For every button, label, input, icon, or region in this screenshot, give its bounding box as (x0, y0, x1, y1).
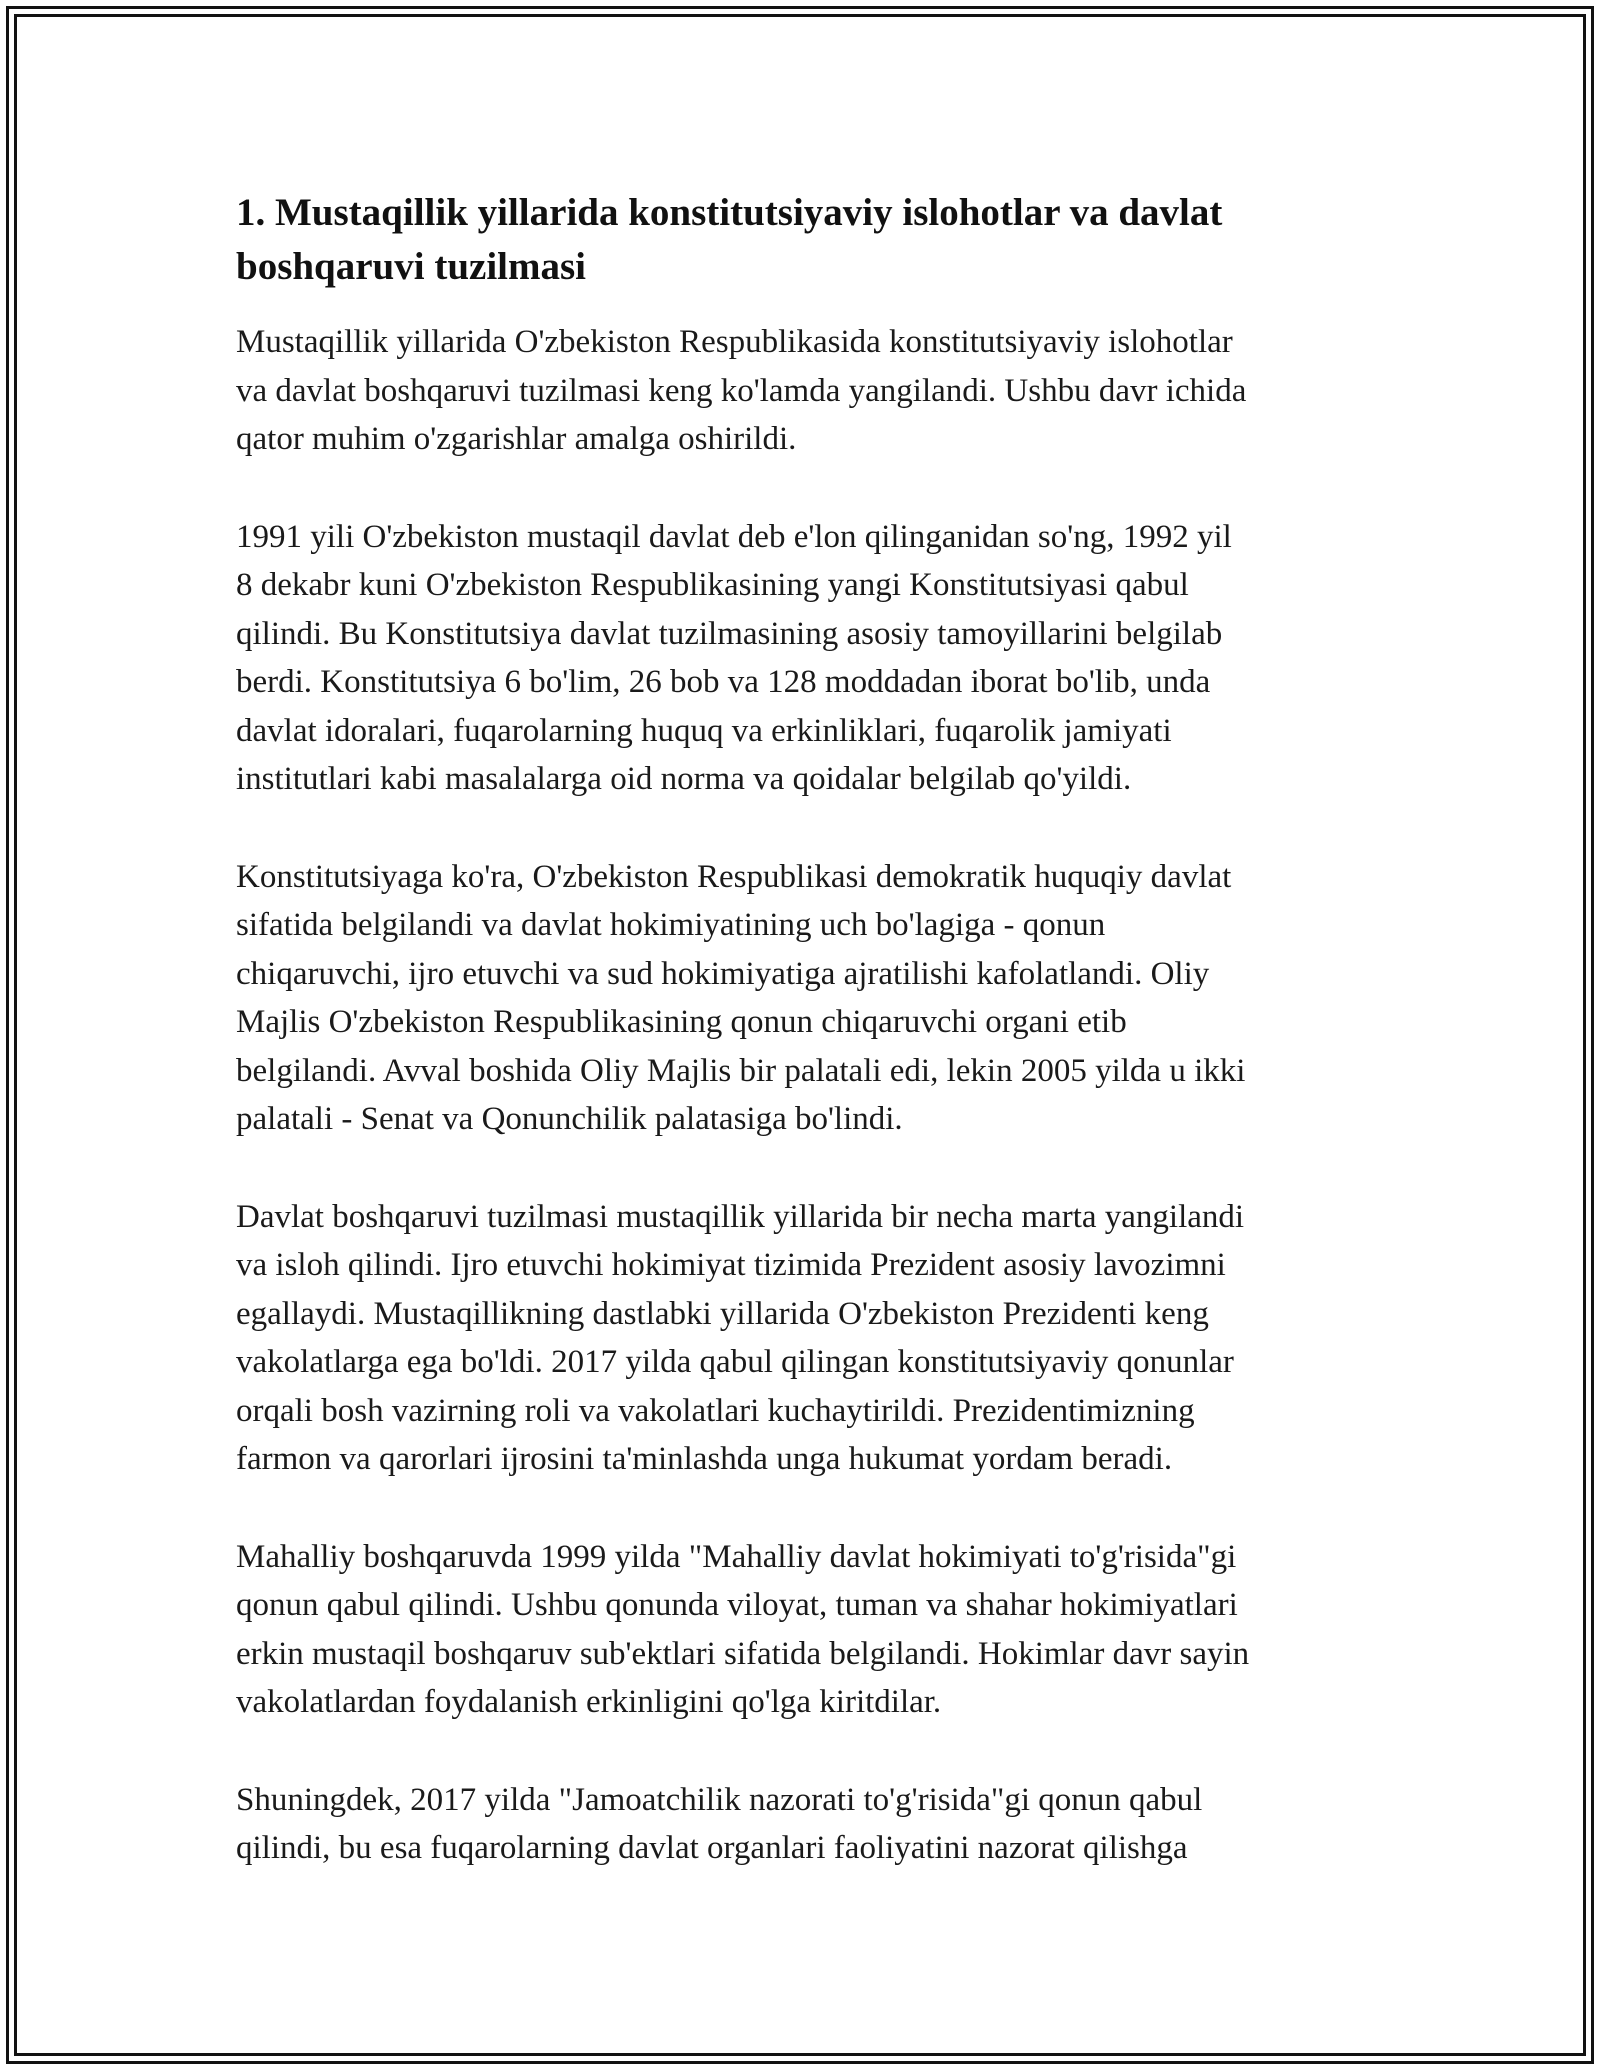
paragraph-local-government (236, 1533, 1376, 1727)
text-line: Mahalliy boshqaruvda 1999 yilda "Mahalliy davlat hokimiyati to'g'risida"gi (236, 1538, 1237, 1575)
text-line: vakolatlarga ega bo'ldi. 2017 yilda qabul qilingan konstitutsiyaviy qonunlar (236, 1344, 1234, 1380)
text-line: qator muhim o'zgarishlar amalga oshirildi. (236, 421, 797, 457)
text-line: berdi. Konstitutsiya 6 bo'lim, 26 bob va 128 moddadan iborat bo'lib, unda (236, 664, 1211, 700)
text-line: va isloh qilindi. Ijro etuvchi hokimiyat tizimida Prezident asosiy lavozimni (236, 1247, 1226, 1283)
text-line: 1991 yili O'zbekiston mustaqil davlat deb e'lon qilinganidan so'ng, 1992 yil (236, 518, 1232, 555)
text-line: orqali bosh vazirning roli va vakolatlari kuchaytirildi. Prezidentimizning (236, 1392, 1195, 1429)
paragraph-separation-of-powers (236, 853, 1376, 1144)
text-line: vakolatlardan foydalanish erkinligini qo'lga kiritdilar. (236, 1684, 942, 1720)
heading-line: 1. Mustaqillik yillarida konstitutsiyaviy islohotlar va davlat (236, 191, 1223, 234)
text-line: 8 dekabr kuni O'zbekiston Respublikasining yangi Konstitutsiyasi qabul (236, 567, 1189, 603)
text-line: davlat idoralari, fuqarolarning huquq va erkinliklari, fuqarolik jamiyati (236, 712, 1172, 749)
text-line: palatali - Senat va Qonunchilik palatasiga bo'lindi. (236, 1101, 903, 1137)
paragraph-constitution-1992 (236, 513, 1376, 804)
text-line: farmon va qarorlari ijrosini ta'minlashda unga hukumat yordam beradi. (236, 1441, 1173, 1477)
text-line: qilindi. Bu Konstitutsiya davlat tuzilmasining asosiy tamoyillarini belgilab (236, 615, 1223, 652)
heading-line: boshqaruvi tuzilmasi (236, 245, 586, 288)
text-line: belgilandi. Avval boshida Oliy Majlis bir palatali edi, lekin 2005 yilda u ikki (236, 1052, 1246, 1089)
text-line: erkin mustaqil boshqaruv sub'ektlari sifatida belgilandi. Hokimlar davr sayin (236, 1635, 1250, 1672)
paragraph-public-oversight (236, 1776, 1376, 1873)
text-line: Shuningdek, 2017 yilda "Jamoatchilik nazorati to'g'risida"gi qonun qabul (236, 1781, 1203, 1818)
document-body (236, 186, 1376, 1873)
text-line: qonun qabul qilindi. Ushbu qonunda viloyat, tuman va shahar hokimiyatlari (236, 1587, 1238, 1623)
text-line: egallaydi. Mustaqillikning dastlabki yillarida O'zbekiston Prezidenti keng (236, 1295, 1209, 1332)
text-line: chiqaruvchi, ijro etuvchi va sud hokimiyatiga ajratilishi kafolatlandi. Oliy (236, 955, 1210, 992)
paragraph-executive-power (236, 1193, 1376, 1484)
text-line: Majlis O'zbekiston Respublikasining qonun chiqaruvchi organi etib (236, 1004, 1127, 1040)
text-line: institutlari kabi masalalarga oid norma va qoidalar belgilab qo'yildi. (236, 761, 1132, 797)
text-line: Mustaqillik yillarida O'zbekiston Respublikasida konstitutsiyaviy islohotlar (236, 324, 1233, 360)
paragraph-intro (236, 318, 1376, 464)
text-line: Davlat boshqaruvi tuzilmasi mustaqillik yillarida bir necha marta yangilandi (236, 1198, 1245, 1235)
text-line: qilindi, bu esa fuqarolarning davlat organlari faoliyatini nazorat qilishga (236, 1830, 1188, 1866)
section-heading (236, 186, 1376, 294)
text-line: va davlat boshqaruvi tuzilmasi keng ko'lamda yangilandi. Ushbu davr ichida (236, 372, 1247, 409)
text-line: Konstitutsiyaga ko'ra, O'zbekiston Respublikasi demokratik huquqiy davlat (236, 858, 1232, 895)
text-line: sifatida belgilandi va davlat hokimiyatining uch bo'lagiga - qonun (236, 907, 1106, 943)
